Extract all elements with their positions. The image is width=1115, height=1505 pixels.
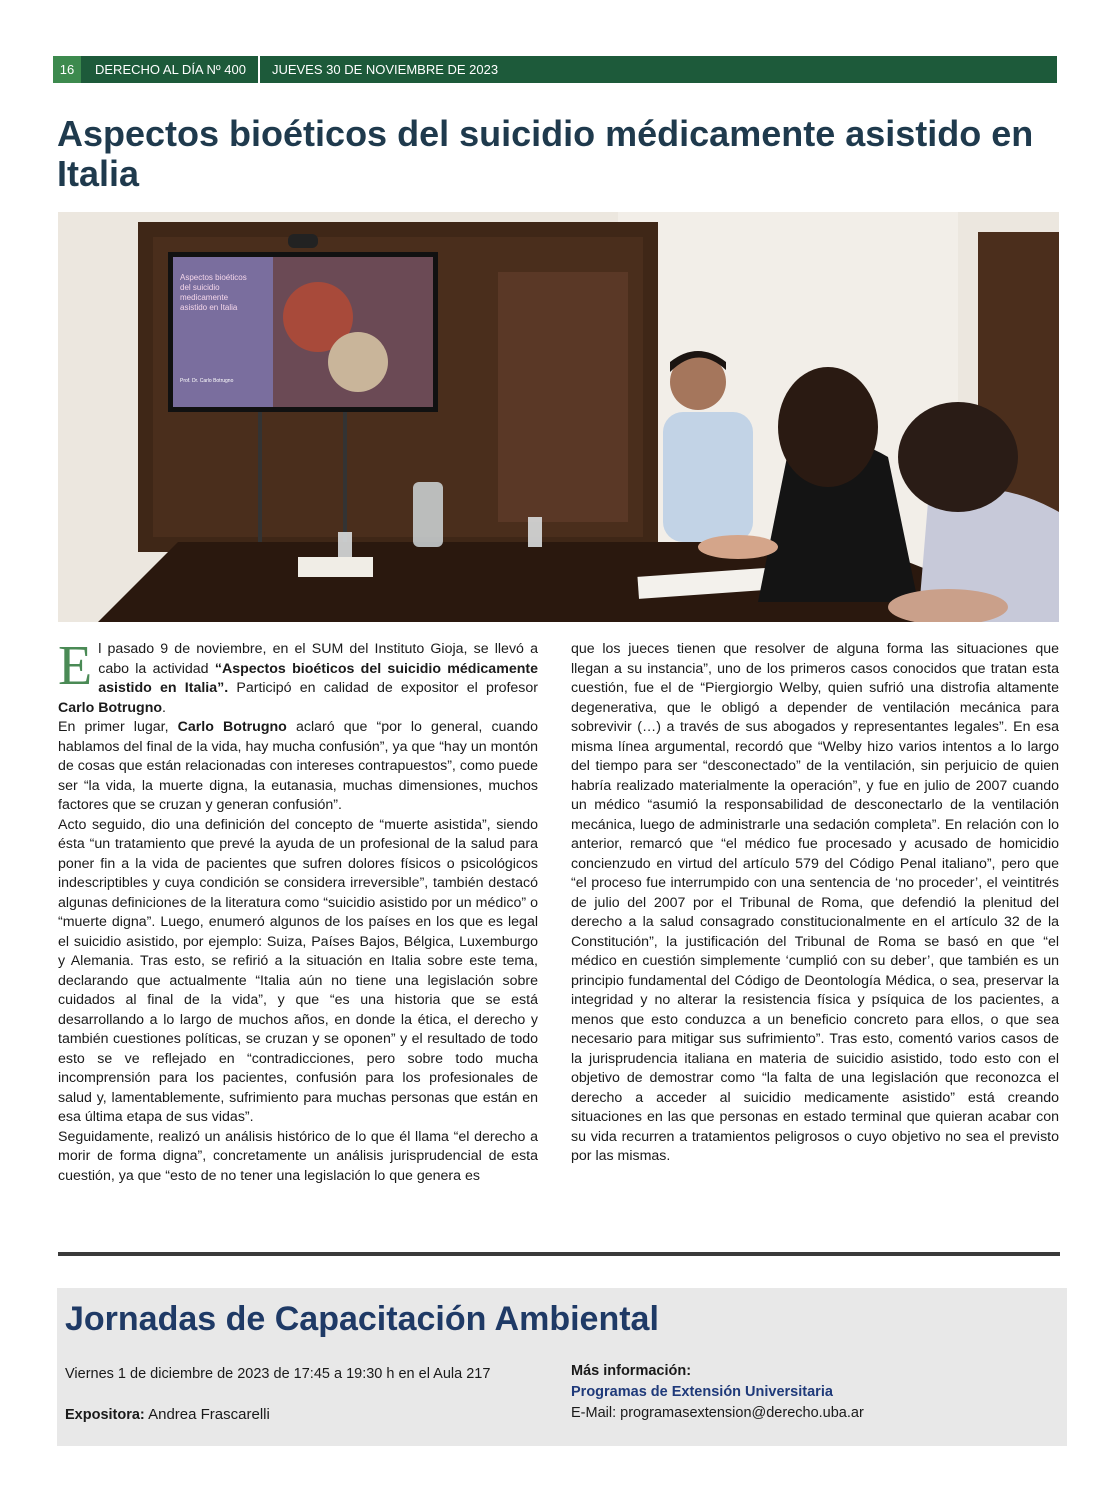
contact-email[interactable]: E-Mail: programasextension@derecho.uba.ar (571, 1405, 864, 1421)
svg-text:medicamente: medicamente (180, 293, 229, 302)
article-paragraph-5: que los jueces tienen que resolver de alguna forma las situaciones que llegan a su instancia”, uno de los primeros casos conocidos que tratan esta cuestión, fue el de “Piergiorgio Welby, quien sufrió una distrofia altamente degenerativa, que le obligó a depender de ventilación mecánica para sobrevivir (…) a través de sus abogados y representantes legales”. En esa misma línea argumental, recordó que “Welby hizo varios intentos a lo largo del tiempo para ser “desconectado” de la ventilación, sin perjuicio de quien habría realizado materialmente la operación”, y fue en julio de 2007 cuando un médico “asumió la responsabilidad de desconectarlo de la ventilación mecánica, luego de administrarle una sedación completa”. En relación con lo anterior, remarcó que “el médico fue procesado y acusado de homicidio concienzudo en virtud del artículo 579 del Código Penal italiano”, pero que “el proceso fue interrumpido con una sentencia de ‘no proceder’, el veintitrés de julio del 2007 por el Tribunal de Roma, que defendió la plenitud del derecho a la salud consagrado constitucionalmente en el artículo 32 de la Constitución”, la justificación del Tribunal de Roma se basó en que “el médico en cuestión simplemente ‘cumplió con su deber’, que también es un principio fundamental del Código de Deontología Médica, o sea, preservar la integridad y no alterar la resistencia física y psíquica de los pacientes, a menos que esto conduzca a un beneficio concreto para ellos, o que sea necesario para mitigar sus sufrimiento”. Tras esto, comentó varios casos de la jurisprudencia italiana en materia de suicidio asistido, todo esto con el objetivo de demostrar como “la falta de una legislación que reconozca el derecho a acceder al suicidio medicamente asistido” está creando situaciones en las que personas en estado terminal que quieran acabar con su vida recurren a tratamientos peligrosos o cuyo objetivo no sea el previsto por las mismas. (571, 641, 1059, 1164)
article-paragraph-4: Seguidamente, realizó un análisis histórico de lo que él llama “el derecho a morir de forma digna”, concretamente un análisis jurisprudencial de esta cuestión, ya que “esto de no tener una legislación lo que genera es (58, 1128, 538, 1184)
article-paragraph-3: Acto seguido, dio una definición del concepto de “muerte asistida”, siendo ésta “un tratamiento que prevé la ayuda de un profesional de la salud para poner fin a la vida de pacientes que sufren dolores físicos o psicológicos indescriptibles y cuya condición se considera irreversible”, también destacó algunas definiciones de la literatura como “suicidio asistido por un médico” o “muerte digna”. Luego, enumeró algunos de los países en los que es legal el suicidio asistido, por ejemplo: Suiza, Países Bajos, Bélgica, Luxemburgo y Alemania. Tras esto, se refirió a la situación en Italia sobre este tema, declarando que actualmente “Italia aún no tiene una legislación sobre cuidados al final de la vida”, y que “es una historia que se está desarrollando a lo largo de muchos años, en donde la ética, el derecho y también cuestiones políticas, se cruzan y se oponen” y el resultado de todo esto se ve reflejado en “contradicciones, pero sobre todo mucha incomprensión para los pacientes, confusión para los profesionales de salud y, lamentablemente, sufrimiento para muchas personas que están en esa última etapa de sus vidas”. (58, 816, 538, 1125)
page-number: 16 (53, 56, 81, 83)
screen-subtitle-text: Prof. Dr. Carlo Botrugno (180, 378, 234, 384)
announcement-box (57, 1288, 1067, 1446)
article-paragraph-2: En primer lugar, Carlo Botrugno aclaró que “por lo general, cuando hablamos del final de la vida, hay mucha confusión”, ya que “hay un montón de cosas que están relacionadas con intereses contrapuestos”, como puede ser “la vida, la muerte digna, la eutanasia, muchas dimensiones, muchos factores que se cruzan y generan confusión”. (58, 719, 538, 813)
announcement-date: Viernes 1 de diciembre de 2023 de 17:45 a 19:30 h en el Aula 217 (65, 1366, 491, 1382)
announcement-title: Jornadas de Capacitación Ambiental (65, 1300, 659, 1338)
article-column-2 (571, 640, 1059, 1167)
article-title: Aspectos bioéticos del suicidio médicamente asistido en Italia (57, 113, 1034, 194)
svg-text:del suicidio: del suicidio (180, 283, 220, 292)
section-divider (58, 1252, 1060, 1256)
svg-text:asistido en Italia: asistido en Italia (180, 303, 238, 312)
article-photo (58, 212, 1059, 622)
publication-date: JUEVES 30 DE NOVIEMBRE DE 2023 (271, 62, 499, 77)
announcement-expositora (65, 1406, 270, 1423)
publication-name: DERECHO AL DÍA Nº 400 (81, 56, 260, 83)
expositora-name: Andrea Frascarelli (144, 1406, 270, 1423)
expositora-label: Expositora: (65, 1407, 145, 1423)
drop-cap: E (58, 635, 93, 697)
announcement-contact (571, 1361, 864, 1424)
article-column-1 (58, 635, 538, 1186)
page-header-bar (53, 56, 1057, 83)
article-paragraph-1: El pasado 9 de noviembre, en el SUM del Instituto Gioja, se llevó a cabo la actividad “Aspectos bioéticos del suicidio médicamente asistido en Italia”. Participó en calidad de expositor el profesor Carlo Botrugno. (58, 635, 538, 716)
program-name: Programas de Extensión Universitaria (571, 1384, 833, 1400)
screen-title-text: Aspectos bioéticos (180, 273, 247, 282)
info-label: Más información: (571, 1363, 692, 1379)
